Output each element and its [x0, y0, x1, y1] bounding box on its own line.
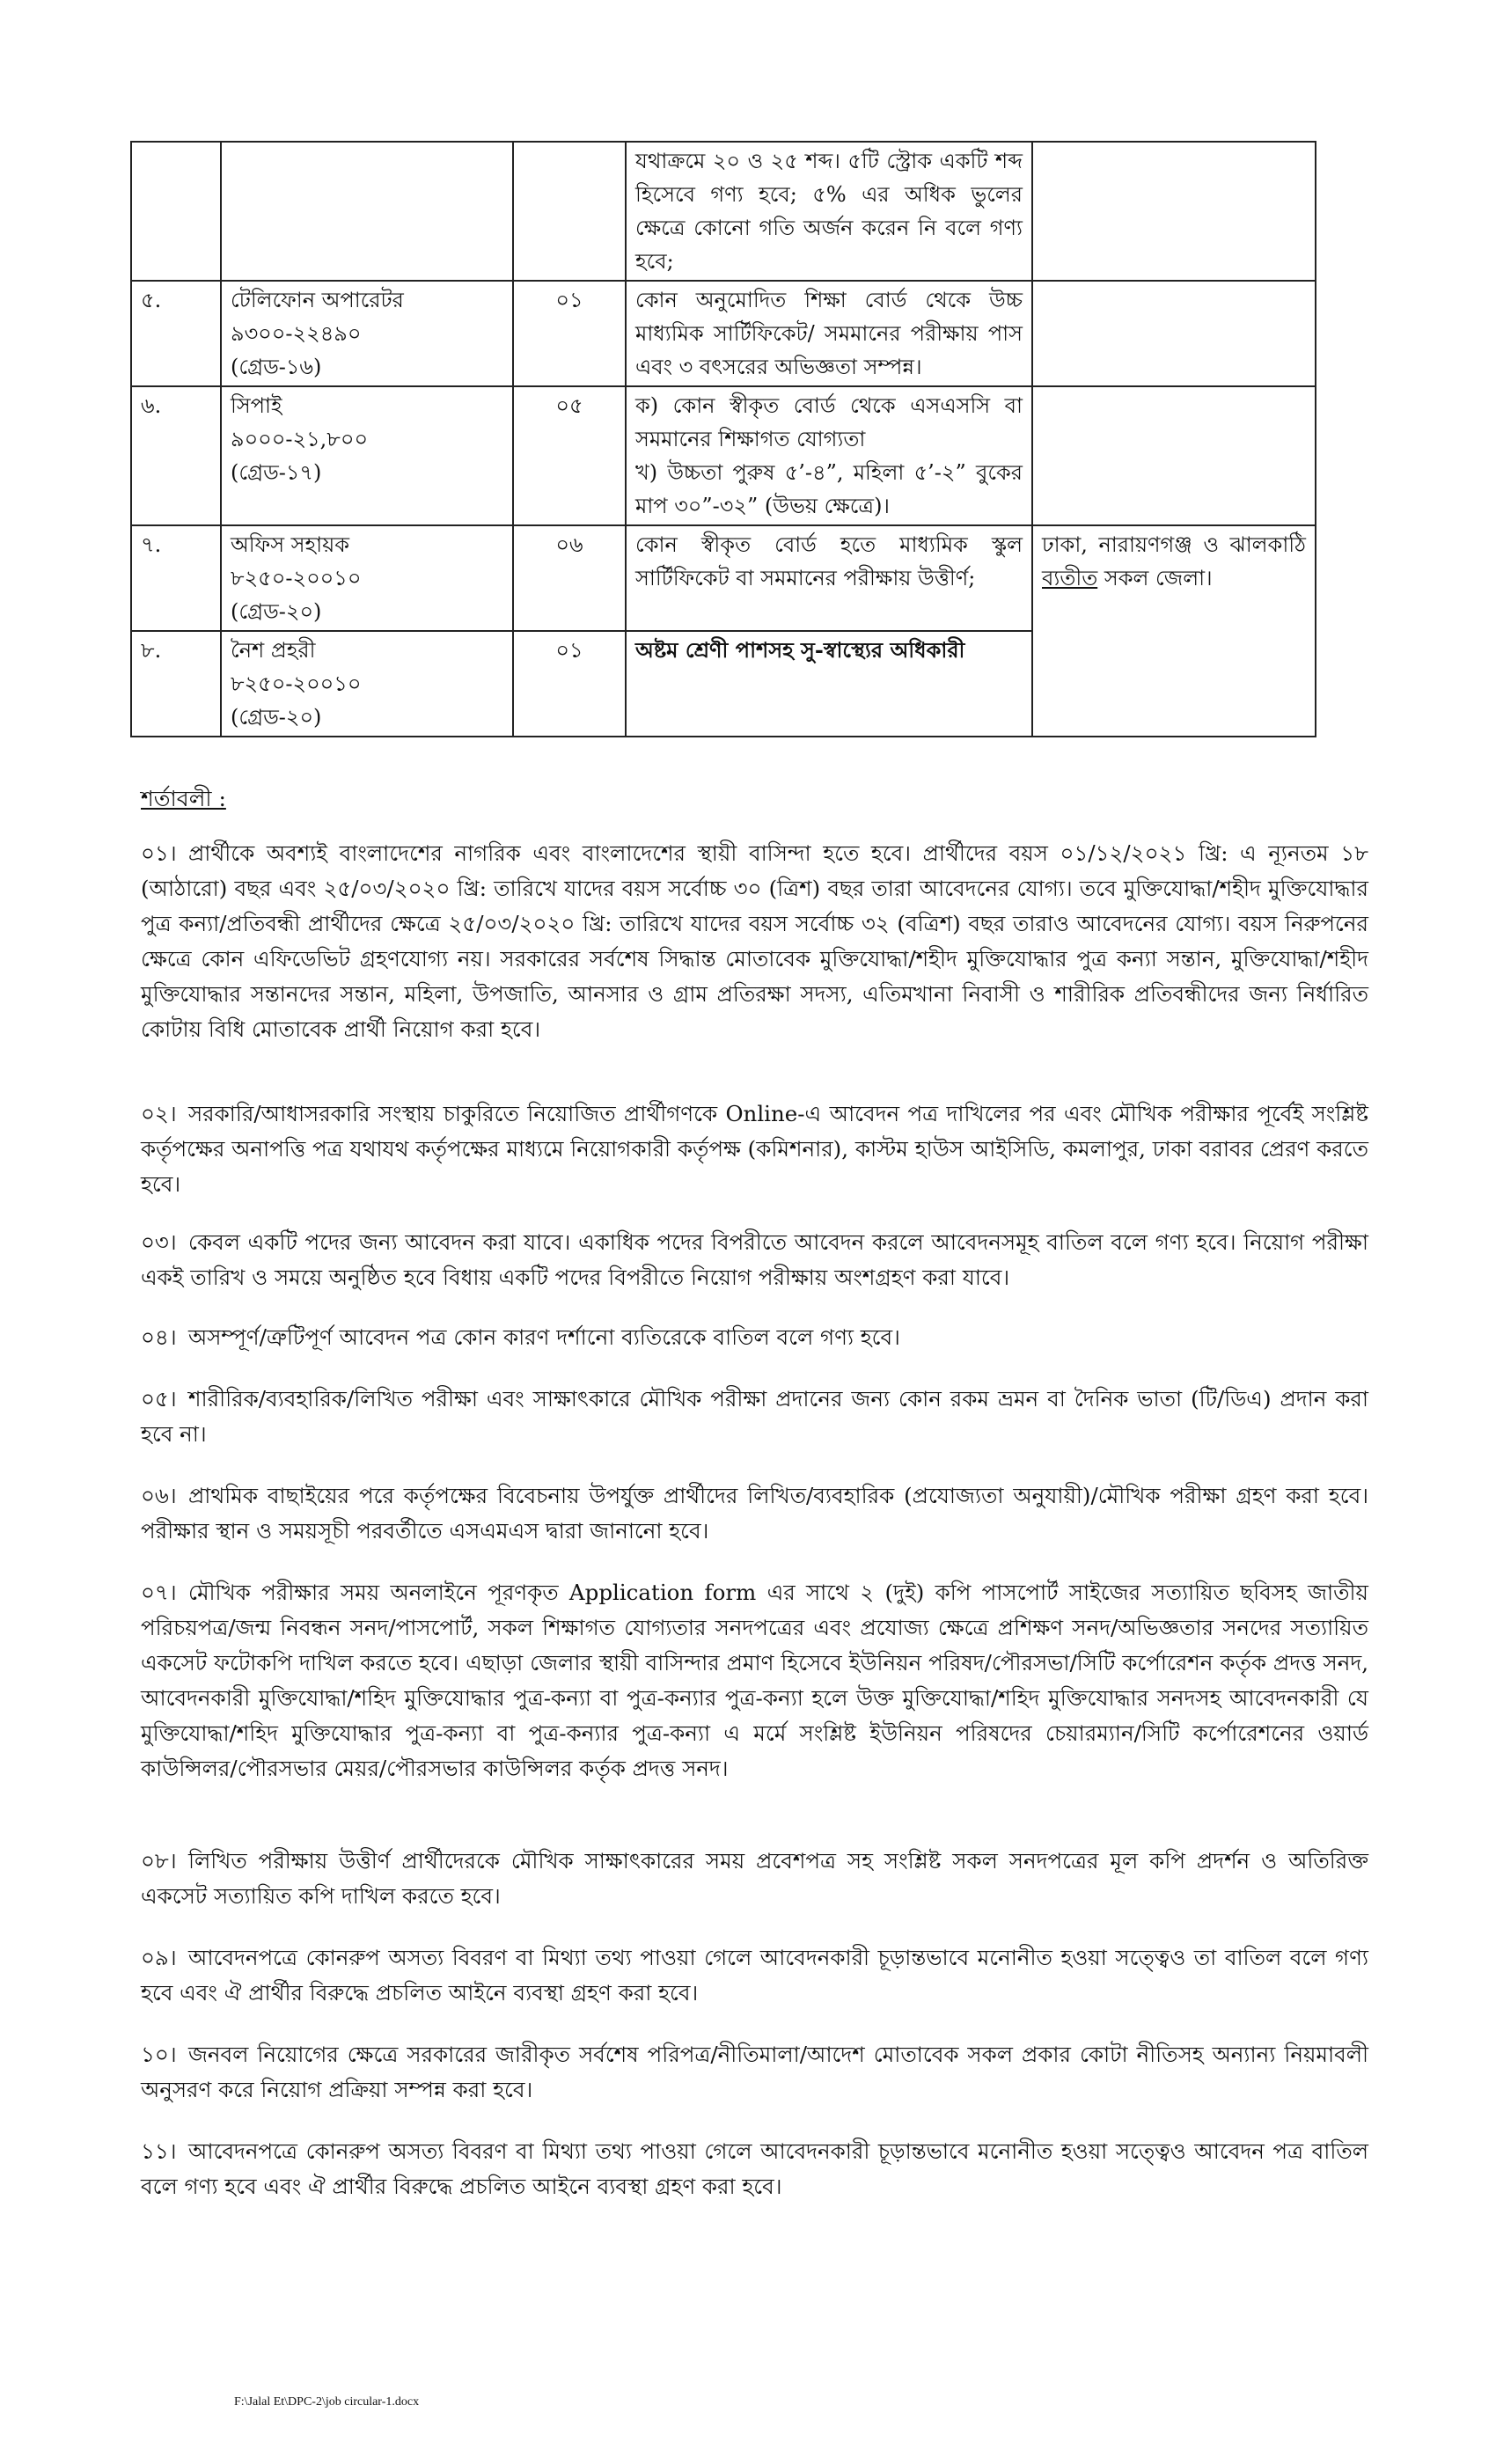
condition-number: ১১।: [141, 2138, 177, 2164]
table-row: [131, 386, 1316, 525]
condition-number: ০১।: [141, 840, 177, 866]
requirement-text: কোন অনুমোদিত শিক্ষা বোর্ড থেকে উচ্চ মাধ্যমিক সার্টিফিকেট/ সমমানের পরীক্ষায় পাস এবং ৩ বৎসরের অভিজ্ঞতা সম্পন্ন।: [635, 288, 1023, 379]
requirement-text: কোন স্বীকৃত বোর্ড হতে মাধ্যমিক স্কুল সার্টিফিকেট বা সমমানের পরীক্ষায় উত্তীর্ণ;: [635, 532, 1023, 590]
condition-number: ০৫।: [141, 1386, 177, 1412]
pay-scale: ৯৩০০-২২৪৯০: [231, 321, 362, 346]
count-cell: ০১: [513, 281, 626, 386]
requirement-text: যথাক্রমে ২০ ও ২৫ শব্দ। ৫টি স্ট্রোক একটি শব্দ হিসেবে গণ্য হবে; ৫% এর অধিক ভুলের ক্ষেত্রে কোনো গতি অর্জন করেন নি বলে গণ্য হবে;: [635, 149, 1023, 274]
condition-text: প্রার্থীকে অবশ্যই বাংলাদেশের নাগরিক এবং বাংলাদেশের স্থায়ী বাসিন্দা হতে হবে। প্রার্থীদের বয়স ০১/১২/২০২১ খ্রি: এ ন্যূনতম ১৮ (আঠারো) বছর এবং ২৫/০৩/২০২০ খ্রি: তারিখে যাদের বয়স সর্বোচ্চ ৩০ (ত্রিশ) বছর তারা আবেদনের যোগ্য। তবে মুক্তিযোদ্ধা/শহীদ মুক্তিযোদ্ধার পুত্র কন্যা/প্রতিবন্ধী প্রার্থীদের ক্ষেত্রে ২৫/০৩/২০২০ খ্রি: তারিখে যাদের বয়স সর্বোচ্চ ৩২ (বত্রিশ) বছর তারাও আবেদনের যোগ্য। বয়স নিরুপনের ক্ষেত্রে কোন এফিডেভিট গ্রহণযোগ্য নয়। সরকারের সর্বশেষ সিদ্ধান্ত মোতাবেক মুক্তিযোদ্ধা/শহীদ মুক্তিযোদ্ধার পুত্র কন্যা সন্তান, মুক্তিযোদ্ধা/শহীদ মুক্তিযোদ্ধার সন্তানদের সন্তান, মহিলা, উপজাতি, আনসার ও গ্রাম প্রতিরক্ষা সদস্য, এতিমখানা নিবাসী ও শারীরিক প্রতিবন্ধীদের জন্য নির্ধারিত কোটায় বিধি মোতাবেক প্রার্থী নিয়োগ করা হবে।: [141, 840, 1368, 1042]
count-cell: ০৫: [513, 386, 626, 525]
condition-text: আবেদনপত্রে কোনরুপ অসত্য বিবরণ বা মিথ্যা তথ্য পাওয়া গেলে আবেদনকারী চূড়ান্তভাবে মনোনীত হওয়া সত্ত্বেও আবেদন পত্র বাতিল বলে গণ্য হবে এবং ঐ প্রার্থীর বিরুদ্ধে প্রচলিত আইনে ব্যবস্থা গ্রহণ করা হবে।: [141, 2138, 1368, 2199]
excluded-districts: ঢাকা, নারায়ণগঞ্জ ও ঝালকাঠি: [1042, 532, 1306, 557]
serial-cell: ৮.: [131, 631, 221, 737]
condition-item: [141, 1320, 1368, 1355]
condition-item: [141, 1940, 1368, 2011]
except-word: ব্যতীত: [1042, 566, 1098, 590]
all-districts: সকল জেলা।: [1104, 566, 1213, 590]
condition-text: লিখিত পরীক্ষায় উত্তীর্ণ প্রার্থীদেরকে মৌখিক সাক্ষাৎকারের সময় প্রবেশপত্র সহ সংশ্লিষ্ট সকল সনদপত্রের মূল কপি প্রদর্শন ও অতিরিক্ত একসেট সত্যায়িত কপি দাখিল করতে হবে।: [141, 1848, 1368, 1909]
condition-text: মৌখিক পরীক্ষার সময় অনলাইনে পূরণকৃত Application form এর সাথে ২ (দুই) কপি পাসপোর্ট সাইজের সত্যায়িত ছবিসহ জাতীয় পরিচয়পত্র/জন্ম নিবন্ধন সনদ/পাসপোর্ট, সকল শিক্ষাগত যোগ্যতার সনদপত্রের এবং প্রযোজ্য ক্ষেত্রে প্রশিক্ষণ সনদ/অভিজ্ঞতার সনদের সত্যায়িত একসেট ফটোকপি দাখিল করতে হবে। এছাড়া জেলার স্থায়ী বাসিন্দার প্রমাণ হিসেবে ইউনিয়ন পরিষদ/পৌরসভা/সিটি কর্পোরেশন কর্তৃক প্রদত্ত সনদ, আবেদনকারী মুক্তিযোদ্ধা/শহিদ মুক্তিযোদ্ধার পুত্র-কন্যা বা পুত্র-কন্যার পুত্র-কন্যা হলে উক্ত মুক্তিযোদ্ধা/শহিদ মুক্তিযোদ্ধার সনদসহ আবেদনকারী যে মুক্তিযোদ্ধা/শহিদ মুক্তিযোদ্ধার পুত্র-কন্যা বা পুত্র-কন্যার পুত্র-কন্যা এ মর্মে সংশ্লিষ্ট ইউনিয়ন পরিষদের চেয়ারম্যান/সিটি কর্পোরেশনের ওয়ার্ড কাউন্সিলর/পৌরসভার মেয়র/পৌরসভার কাউন্সিলর কর্তৃক প্রদত্ত সনদ।: [141, 1580, 1368, 1781]
post-cell: [221, 281, 513, 386]
district-cell: [1032, 525, 1316, 737]
condition-number: ০২।: [141, 1101, 177, 1126]
requirement-cell: [626, 386, 1032, 525]
post-title: টেলিফোন অপারেটর: [231, 288, 404, 312]
condition-item: [141, 1575, 1368, 1786]
post-cell: [221, 142, 513, 281]
post-cell: [221, 525, 513, 631]
requirement-cell: [626, 142, 1032, 281]
count-cell: ০৬: [513, 525, 626, 631]
district-cell: [1032, 386, 1316, 525]
pay-scale: ৮২৫০-২০০১০: [231, 566, 362, 590]
condition-item: [141, 1382, 1368, 1452]
post-title: নৈশ প্রহরী: [231, 638, 316, 663]
condition-item: [141, 1096, 1368, 1202]
condition-text: কেবল একটি পদের জন্য আবেদন করা যাবে। একাধিক পদের বিপরীতে আবেদন করলে আবেদনসমূহ বাতিল বলে গণ্য হবে। নিয়োগ পরীক্ষা একই তারিখ ও সময়ে অনুষ্ঠিত হবে বিধায় একটি পদের বিপরীতে নিয়োগ পরীক্ষায় অংশগ্রহণ করা যাবে।: [141, 1229, 1368, 1290]
grade: (গ্রেড-২০): [231, 705, 322, 730]
requirement-cell: [626, 525, 1032, 631]
eligible-districts: [1042, 528, 1306, 595]
condition-text: সরকারি/আধাসরকারি সংস্থায় চাকুরিতে নিয়োজিত প্রার্থীগণকে Online-এ আবেদন পত্র দাখিলের পর এবং মৌখিক পরীক্ষার পূর্বেই সংশ্লিষ্ট কর্তৃপক্ষের অনাপত্তি পত্র যথাযথ কর্তৃপক্ষের মাধ্যমে নিয়োগকারী কর্তৃপক্ষ (কমিশনার), কাস্টম হাউস আইসিডি, কমলাপুর, ঢাকা বরাবর প্রেরণ করতে হবে।: [141, 1101, 1368, 1197]
pay-scale: ৮২৫০-২০০১০: [231, 671, 362, 696]
table-row: [131, 142, 1316, 281]
serial-cell: ৫.: [131, 281, 221, 386]
condition-text: প্রাথমিক বাছাইয়ের পরে কর্তৃপক্ষের বিবেচনায় উপর্যুক্ত প্রার্থীদের লিখিত/ব্যবহারিক (প্রযোজ্যতা অনুযায়ী)/মৌখিক পরীক্ষা গ্রহণ করা হবে। পরীক্ষার স্থান ও সময়সূচী পরবর্তীতে এসএমএস দ্বারা জানানো হবে।: [141, 1483, 1368, 1544]
requirement-text: ক) কোন স্বীকৃত বোর্ড থেকে এসএসসি বা সমমানের শিক্ষাগত যোগ্যতা: [635, 393, 1023, 451]
post-title: সিপাই: [231, 393, 282, 418]
post-cell: [221, 386, 513, 525]
condition-item: [141, 2037, 1368, 2108]
condition-number: ০৪।: [141, 1324, 177, 1350]
post-cell: [221, 631, 513, 737]
condition-text: আবেদনপত্রে কোনরুপ অসত্য বিবরণ বা মিথ্যা তথ্য পাওয়া গেলে আবেদনকারী চূড়ান্তভাবে মনোনীত হওয়া সত্ত্বেও তা বাতিল বলে গণ্য হবে এবং ঐ প্রার্থীর বিরুদ্ধে প্রচলিত আইনে ব্যবস্থা গ্রহণ করা হবে।: [141, 1945, 1368, 2006]
condition-number: ০৭।: [141, 1580, 177, 1605]
grade: (গ্রেড-১৬): [231, 355, 322, 379]
condition-item: [141, 2134, 1368, 2204]
file-path-footer: F:\Jalal Et\DPC-2\job circular-1.docx: [234, 2395, 420, 2409]
requirement-cell: [626, 281, 1032, 386]
condition-item: [141, 1844, 1368, 1914]
grade: (গ্রেড-২০): [231, 599, 322, 624]
requirement-text: অষ্টম শ্রেণী পাশসহ সু-স্বাস্থ্যের অধিকারী: [635, 637, 965, 663]
district-cell: [1032, 281, 1316, 386]
pay-scale: ৯০০০-২১,৮০০: [231, 427, 369, 451]
condition-text: শারীরিক/ব্যবহারিক/লিখিত পরীক্ষা এবং সাক্ষাৎকারে মৌখিক পরীক্ষা প্রদানের জন্য কোন রকম ভ্রমন বা দৈনিক ভাতা (টি/ডিএ) প্রদান করা হবে না।: [141, 1386, 1368, 1447]
count-cell: ০১: [513, 631, 626, 737]
condition-number: ০৩।: [141, 1229, 177, 1255]
conditions-heading: শর্তাবলী :: [141, 786, 226, 811]
condition-number: ০৮।: [141, 1848, 177, 1874]
table-row: [131, 281, 1316, 386]
requirement-text: খ) উচ্চতা পুরুষ ৫’-৪”, মহিলা ৫’-২” বুকের মাপ ৩০”-৩২” (উভয় ক্ষেত্রে)।: [635, 460, 1023, 518]
posts-table: [130, 141, 1316, 737]
table-row: [131, 525, 1316, 631]
serial-cell: ৭.: [131, 525, 221, 631]
condition-text: জনবল নিয়োগের ক্ষেত্রে সরকারের জারীকৃত সর্বশেষ পরিপত্র/নীতিমালা/আদেশ মোতাবেক সকল প্রকার কোটা নীতিসহ অন্যান্য নিয়মাবলী অনুসরণ করে নিয়োগ প্রক্রিয়া সম্পন্ন করা হবে।: [141, 2042, 1368, 2102]
condition-number: ০৯।: [141, 1945, 177, 1970]
post-title: অফিস সহায়ক: [231, 532, 350, 557]
condition-number: ০৬।: [141, 1483, 177, 1508]
condition-item: [141, 1225, 1368, 1295]
district-cell: [1032, 142, 1316, 281]
condition-number: ১০।: [141, 2042, 177, 2067]
grade: (গ্রেড-১৭): [231, 460, 322, 485]
serial-cell: ৬.: [131, 386, 221, 525]
condition-text: অসম্পূর্ণ/ত্রুটিপূর্ণ আবেদন পত্র কোন কারণ দর্শানো ব্যতিরেকে বাতিল বলে গণ্য হবে।: [188, 1324, 900, 1350]
condition-item: [141, 836, 1368, 1047]
requirement-cell: [626, 631, 1032, 737]
serial-cell: [131, 142, 221, 281]
condition-item: [141, 1478, 1368, 1549]
count-cell: [513, 142, 626, 281]
